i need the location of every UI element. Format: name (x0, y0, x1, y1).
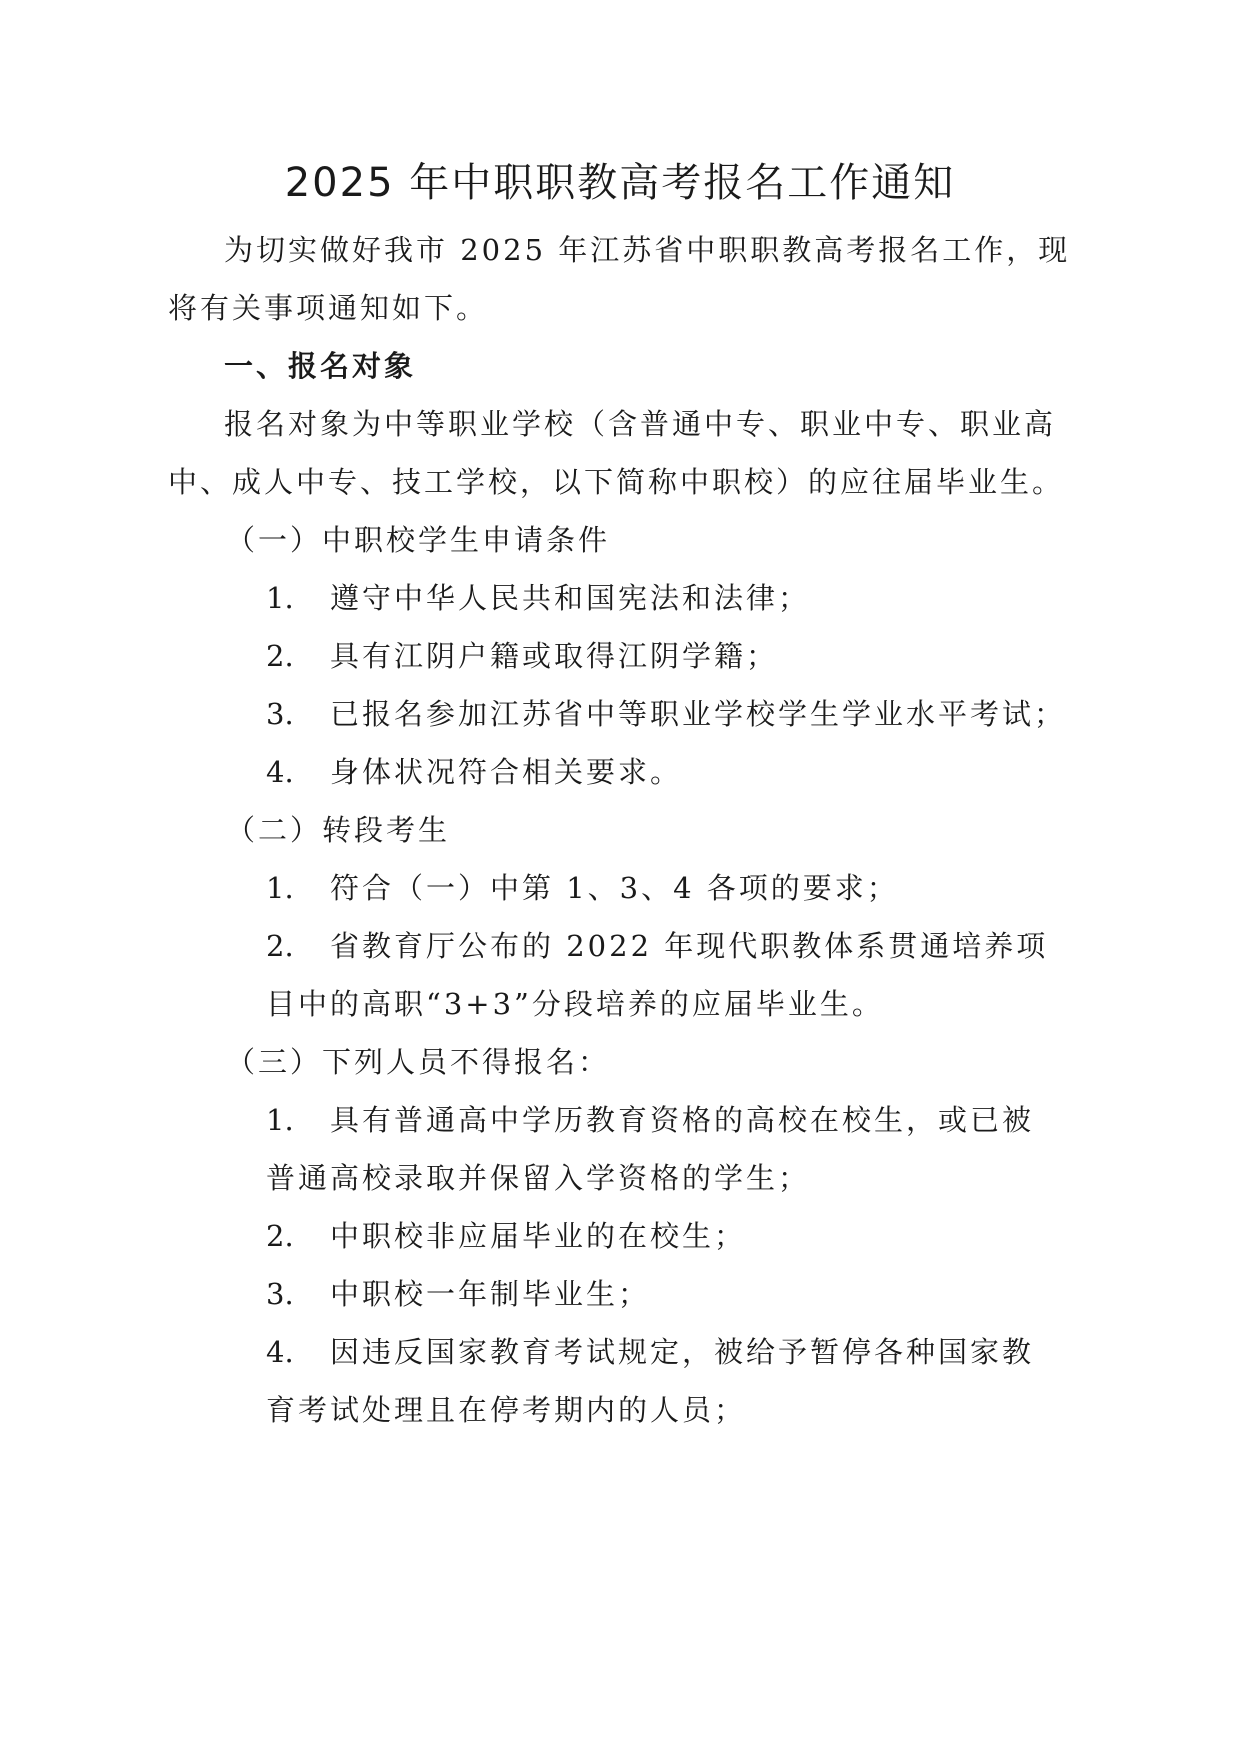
list-item (266, 578, 810, 618)
list-item (266, 752, 682, 792)
subsection-1-heading: （一）中职校学生申请条件 (226, 523, 611, 557)
section-1-text-line-1: 报名对象为中等职业学校（含普通中专、职业中专、职业高 (224, 407, 1057, 441)
list-item-continuation: 目中的高职“3+3”分段培养的应届毕业生。 (266, 987, 884, 1021)
intro-line-1: 为切实做好我市 2025 年江苏省中职职教高考报名工作，现 (224, 233, 1071, 267)
list-item (266, 868, 899, 908)
list-item (266, 1274, 650, 1314)
list-item-text: 具有普通高中学历教育资格的高校在校生，或已被 (330, 1103, 1035, 1137)
list-item-number: 1. (266, 871, 294, 905)
list-item (266, 636, 778, 676)
subsection-2-heading: （二）转段考生 (226, 813, 451, 847)
list-item-number: 2. (266, 639, 294, 673)
list-item-number: 1. (266, 581, 294, 615)
list-item-text: 身体状况符合相关要求。 (330, 755, 683, 789)
list-item (266, 1332, 1034, 1372)
list-item-number: 2. (266, 929, 294, 963)
list-item-text: 中职校非应届毕业的在校生； (330, 1219, 747, 1253)
list-item-text: 符合（一）中第 1、3、4 各项的要求； (330, 871, 899, 905)
list-item-continuation: 普通高校录取并保留入学资格的学生； (266, 1161, 811, 1195)
list-item-text: 已报名参加江苏省中等职业学校学生学业水平考试； (330, 697, 1067, 731)
list-item-number: 3. (266, 1277, 294, 1311)
list-item-number: 1. (266, 1103, 294, 1137)
list-item-text: 因违反国家教育考试规定，被给予暂停各种国家教 (330, 1335, 1035, 1369)
list-item-number: 4. (266, 1335, 294, 1369)
list-item-text: 省教育厅公布的 2022 年现代职教体系贯通培养项 (330, 929, 1049, 963)
list-item (266, 926, 1048, 966)
list-item (266, 694, 1066, 734)
document-title: 2025 年中职职教高考报名工作通知 (284, 160, 956, 206)
section-1-heading: 一、报名对象 (224, 349, 417, 383)
list-item-continuation: 育考试处理且在停考期内的人员； (266, 1393, 747, 1427)
list-item-number: 2. (266, 1219, 294, 1253)
list-item-text: 具有江阴户籍或取得江阴学籍； (330, 639, 779, 673)
intro-line-2: 将有关事项通知如下。 (168, 291, 489, 325)
list-item-number: 4. (266, 755, 294, 789)
list-item-number: 3. (266, 697, 294, 731)
list-item (266, 1100, 1034, 1140)
list-item (266, 1216, 746, 1256)
subsection-3-heading: （三）下列人员不得报名： (226, 1045, 611, 1079)
list-item-text: 中职校一年制毕业生； (330, 1277, 651, 1311)
list-item-text: 遵守中华人民共和国宪法和法律； (330, 581, 811, 615)
section-1-text-line-2: 中、成人中专、技工学校，以下简称中职校）的应往届毕业生。 (168, 465, 1065, 499)
